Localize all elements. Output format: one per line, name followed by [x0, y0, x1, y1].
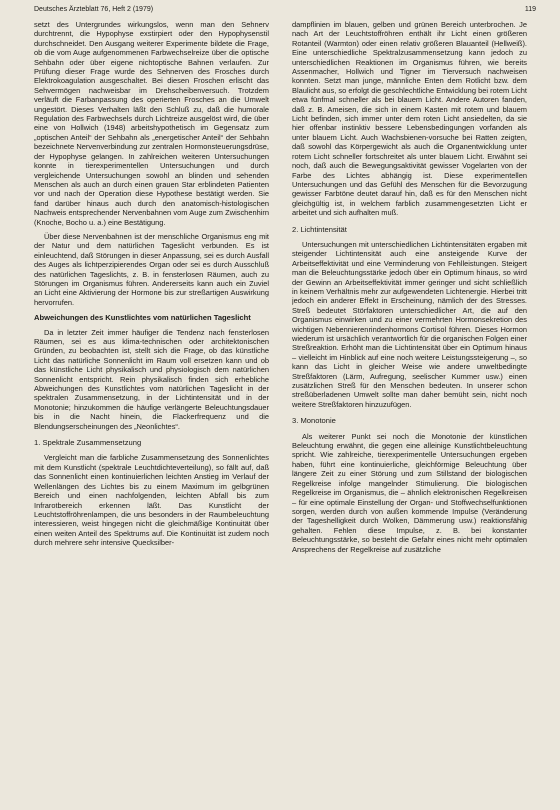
paragraph: setzt des Untergrundes wirkungslos, wenn man den Sehnerv durchtrennt, die Hypophyse exstirpiert oder den Hypophysenstil durchschneidet. Den Ausgang weiterer Experimente bildete die Frage, ob die vom Auge aufgenommenen Farbwechselreize über die optische Sehbahn oder über eigene nichtoptische Bahnen verlaufen. Zur Prüfung dieser Frage wurde des Sehnerven des Frosches durch Elektrokoagulation ausgeschaltet. Bei diesen Froschen erlischt das Sehvermögen nachweisbar im Drehscheibenversuch. Trotzdem verläuft die Farbanpassung des operierten Frosches an die Umwelt ungestört. Dieses Verhalten läßt den Schluß zu, daß die humorale Regulation des Farbwechsels durch Lichtreize ausgelöst wird, die über eine von Hollwich (1948) arbeitshypothetisch im Gegensatz zum „optischen Anteil“ der Sehbahn als „energetischer Anteil“ der Sehbahn bezeichnete Nervenverbindung zur zentralen Hormonsteuerungsdrüse, der Hypophyse gelangen. In zahlreichen weiteren Untersuchungen konnte in tierexperimentellen Untersuchungen und durch vergleichende Untersuchungen sowohl an blinden und sehenden Menschen als auch an durch einen grauen Star erblindeten Patienten vor und nach der Operation diese Hypothese bestätigt werden. Sie fand darüber hinaus auch durch den anatomisch-histologischen Nachweis entsprechender Nervenbahnen vom Auge zum Zwischenhirn (Knoche, Bocho u. a.) eine Bestätigung.: [34, 20, 269, 227]
subsection-heading: 1. Spektrale Zusammensetzung: [34, 438, 142, 448]
section-heading: Abweichungen des Kunstlichtes vom natürlichen Tageslicht: [34, 313, 251, 323]
paragraph: dampflinien im blauen, gelben und grünen Bereich unterbrochen. Je nach Art der Leuchtstoffröhren enthält ihr Licht einen größeren Rotanteil (Warmton) oder einen relativ größeren Blauanteil (Hellweiß). Eine unterschiedliche Spektralzusammensetzung kann jedoch zu unterschiedlichen Reaktionen im Organismus führen, wie bereits Assenmacher, Hollwich und Tigner im Tierversuch nachweisen konnten. Setzt man junge, männliche Enten dem Rotlicht bzw. dem Blaulicht aus, so erfolgt die geschlechtliche Entwicklung bei rotem Licht etwa fünfmal schneller als bei blauem Licht. Andere Autoren fanden, daß z. B. Ameisen, die sich in einem Kasten mit rotem und blauem Licht befinden, sich immer unter dem roten Licht ansiedelten, da sie hier offenbar instinktiv bessere Lebensbedingungen vorfanden als unter blauem Licht. Auch Wachsbienen-vorsuche bei Ratten zeigten, daß sowohl das Körpergewicht als auch die Organentwicklung unter rotem Licht schneller fortschreitet als unter blauem Licht. Erwähnt sei noch, daß auch die Bewegungsaktivität gewisser Vogelarten von der Farbe des Lichtes abhängig ist. Diese experimentellen Untersuchungen und das Gefühl des Menschen für die Bevorzugung gewisser Farbtöne deutet darauf hin, daß es für den Menschen nicht gleichgültig ist, in welchem farblich zusammengesetzten Licht er arbeitet und sich aufhalten muß.: [292, 20, 527, 218]
left-column: [34, 20, 269, 800]
subsection-heading: 3. Monotonie: [292, 416, 336, 426]
right-column: [292, 20, 527, 800]
page-number: 119: [524, 6, 536, 13]
journal-title: Deutsches Ärzteblatt 76, Heft 2 (1979): [34, 6, 154, 13]
paragraph: Vergleicht man die farbliche Zusammensetzung des Sonnenlichtes mit dem Kunstlicht (spektrale Leuchtdichteverteilung), so fällt auf, daß das Sonnenlicht einen kontinuierlichen leichten Anstieg im Verlauf der Wellenlängen des Lichtes bis zu einem Maximum im gelbgrünen Bereich und einen nachfolgenden, leichten Abfall bis zum Infrarotbereich erkennen läßt. Das Kunstlicht der Leuchtstoffröhrenlampen, die uns besonders in der Raumbeleuchtung interessieren, weist hingegen nicht die gleichmäßige Kontinuität über einen weiten Anteil des Spektrums auf. Die Kontinuität ist zudem noch durch mehrere sehr intensive Quecksilber-: [34, 453, 269, 548]
paragraph: Da in letzter Zeit immer häufiger die Tendenz nach fensterlosen Räumen, sei es aus klima-technischen oder architektonischen Gründen, zu beobachten ist, stellt sich die Frage, ob das künstliche Licht das natürliche Sonnenlicht im Raum voll ersetzen kann und ob das künstliche Licht physikalisch und physiologisch dem natürlichen Sonnenlicht entspricht. Rein physikalisch finden sich erhebliche Abweichungen des Kunstlichtes vom natürlichen Tageslicht in der spektralen Zusammensetzung, in der Lichtintensität und in der Monotonie; hinzukommen die häufige verlängerte Beleuchtungsdauer bis in die Nacht hinein, die Flackerfrequenz und die Blendungserscheinungen des „Neonlichtes“.: [34, 327, 269, 431]
page-header: [34, 6, 536, 20]
paragraph: Als weiterer Punkt sei noch die Monotonie der künstlichen Beleuchtung erwähnt, die gegen eine alleinige Kunstlichtbeleuchtung spricht. Wie zahlreiche, tierexperimentelle Untersuchungen ergeben haben, führt eine kontinuierliche, gleichförmige Beleuchtung über längere Zeit zu einer Störung und zum Stillstand der biologischen Regelkreise infolge mangelnder Stimulierung. Die biologischen Regelkreise im Organismus, die – ähnlich elektronischen Regelkreisen – für eine optimale Einstellung der Organ- und Stoffwechselfunktionen sorgen, werden durch von außen kommende Impulse (Veränderung der Tageshelligkeit durch Wolken, Dämmerung usw.) reaktionsfähig gehalten. Fehlen diese Impulse, z. B. bei konstanter Beleuchtungsstärke, so besteht die Gefahr eines nicht mehr optimalen Ansprechens der Regelkreise auf zusätzliche: [292, 431, 527, 554]
paragraph: Über diese Nervenbahnen ist der menschliche Organismus eng mit der Natur und dem natürlichen Tageslicht verbunden. Es ist einleuchtend, daß Störungen in dieser Anpassung, sei es durch Ausfall des Auges als lichtperzipierendes Organ oder sei es durch Ausschluß des natürlichen Tageslichts, z. B. in fensterlosen Räumen, auch zu Störungen im Organismus führen. Andererseits kann auch ein Zuviel an Licht eine Aktivierung der Hormone bis zur streßartigen Auswirkung hervorrufen.: [34, 231, 269, 307]
paragraph: Untersuchungen mit unterschiedlichen Lichtintensitäten ergaben mit steigender Lichtintensität auch eine ansteigende Kurve der Arbeitseffektivität und eine Verminderung von Fehlleistungen. Steigert man die Beleuchtungsstärke jedoch über ein Optimum hinaus, so wird der Gewinn an Arbeitseffektivität immer geringer und sicht schließlich in keinem Verhältnis mehr zur aufgewendeten Lichtenergie. Hierbei tritt jedoch ein anderer Effekt in Erscheinung, nämlich der des Stresses. Streß bedeutet Störfaktoren unterschiedlicher Art, die auf den Organismus einwirken und zu einer vermehrten Hormonsekretion des wichtigen Nebennierenrindenhormons Cortisol führen. Dieses Hormon wiederum ist ursächlich verantwortlich für die organischen Folgen einer Streßreaktion. Erhöht man die Lichtintensität über ein Optimum hinaus – vielleicht im Hinblick auf eine noch weitere Leistungssteigerung –, so kann das Licht in gleicher Weise wie andere unweltbedingte Streßfaktoren (Lärm, Aufregung, seelischer Kummer usw.) einen zusätzlichen Streß für den Menschen bedeuten. In unserer schon streßüberladenen Umwelt sollte man daher bemüht sein, nicht noch weitere Streßfaktoren hinzuzufügen.: [292, 239, 527, 409]
subsection-heading: 2. Lichtintensität: [292, 224, 347, 234]
